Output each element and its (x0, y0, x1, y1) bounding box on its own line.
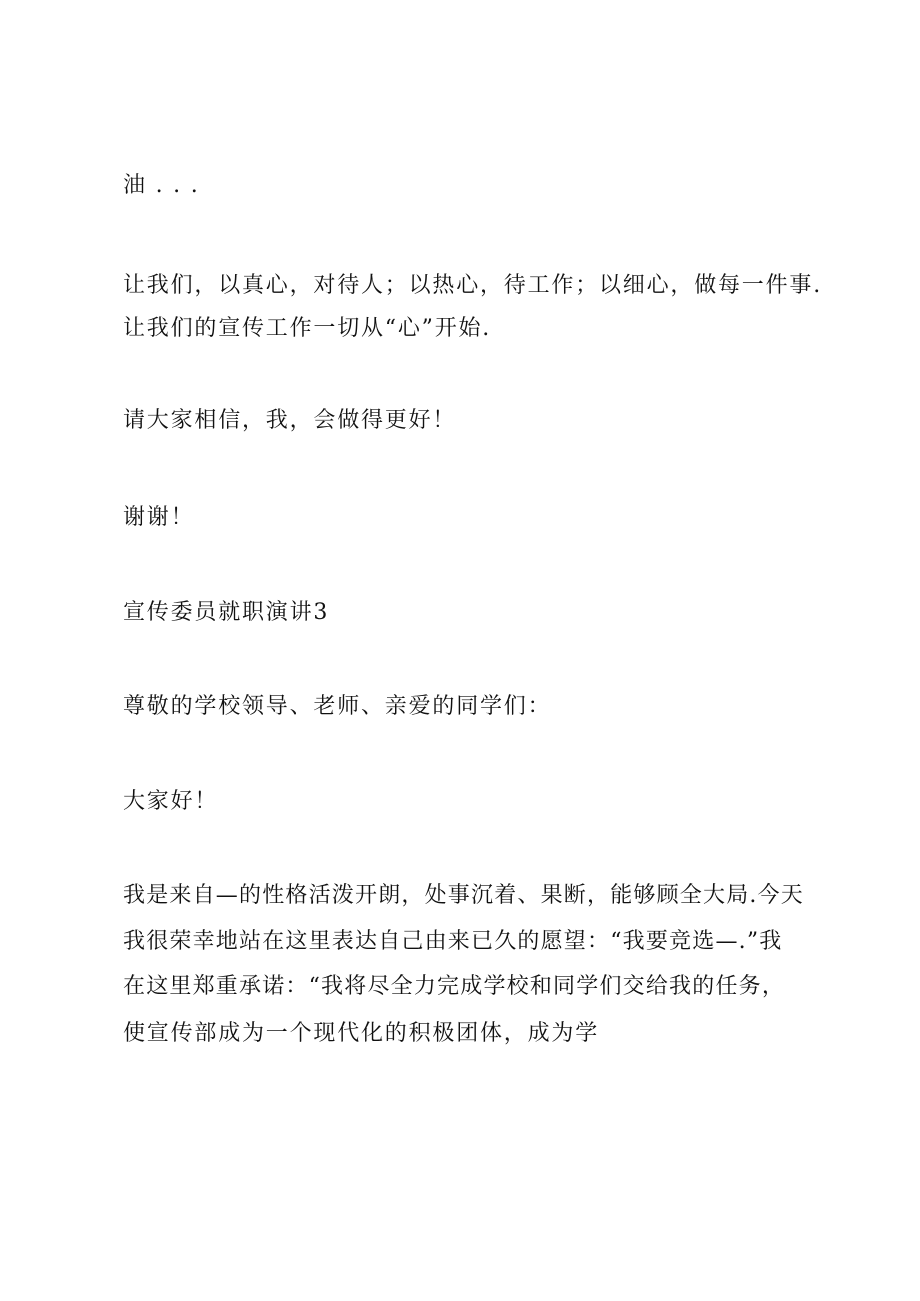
paragraph-line-2: 我很荣幸地站在这里表达自己由来已久的愿望：“我要竞选—.”我 (123, 929, 783, 954)
paragraph-line-4: 使宣传部成为一个现代化的积极团体，成为学 (123, 1021, 600, 1046)
paragraph-line-3: 在这里郑重承诺：“我将尽全力完成学校和同学们交给我的任务， (123, 974, 786, 999)
section-heading: 宣传委员就职演讲3 (123, 600, 330, 625)
paragraph-line-1: 我是来自—的性格活泼开朗，处事沉着、果断，能够顾全大局.今天 (123, 883, 804, 908)
text-line-5: 谢谢！ (123, 505, 195, 530)
text-line-4: 请大家相信，我，会做得更好！ (123, 408, 457, 433)
greeting: 大家好！ (123, 789, 219, 814)
text-line-1: 油 . . . (123, 173, 200, 198)
text-line-3: 让我们的宣传工作一切从“心”开始. (123, 316, 492, 341)
salutation: 尊敬的学校领导、老师、亲爱的同学们： (123, 694, 552, 719)
text-line-2: 让我们，以真心，对待人；以热心，待工作；以细心，做每一件事. (123, 273, 822, 298)
